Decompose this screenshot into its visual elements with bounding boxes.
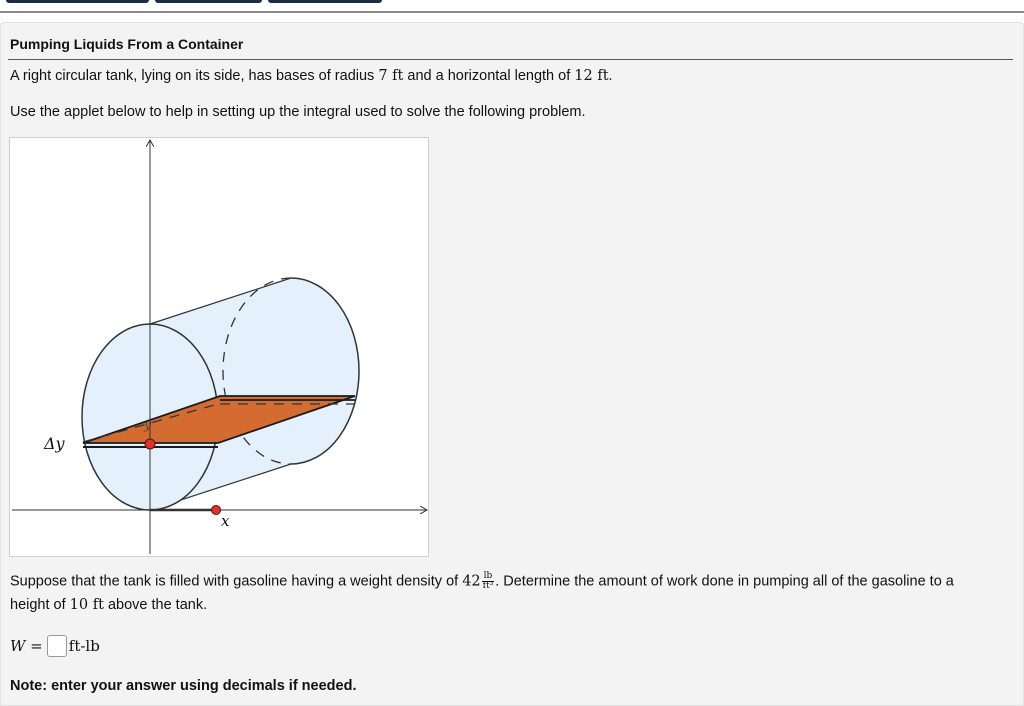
density-unit [482, 572, 495, 591]
length-value: 12 ft [574, 68, 609, 84]
y-slider-point[interactable] [145, 439, 155, 449]
answer-lhs: W = [10, 637, 43, 655]
question-line-2 [10, 597, 207, 613]
dy-label: Δy [44, 434, 65, 453]
x-label: x [221, 512, 230, 530]
top-divider [0, 11, 1024, 13]
tank-applet[interactable] [9, 137, 429, 557]
density-unit-den: ft³ [482, 581, 494, 591]
tank-diagram[interactable] [10, 138, 428, 556]
y-label: y [144, 418, 152, 433]
tab-3[interactable] [268, 0, 382, 3]
radius-value: 7 ft [378, 68, 404, 84]
question-text-3: height of [10, 597, 70, 613]
height-value: 10 ft [69, 597, 104, 613]
question-text-4: above the tank. [103, 597, 208, 613]
statement-text-2: and a horizontal length of [403, 68, 575, 84]
x-slider-point[interactable] [212, 506, 221, 515]
answer-note: Note: enter your answer using decimals if needed. [10, 678, 357, 694]
title-divider [8, 59, 1013, 60]
statement-text-3: . [608, 68, 613, 84]
question-line-1 [10, 572, 954, 591]
page-title: Pumping Liquids From a Container [10, 36, 244, 52]
answer-row [10, 633, 100, 659]
work-answer-input[interactable] [47, 635, 67, 657]
question-text-1: Suppose that the tank is filled with gasoline having a weight density of [10, 573, 463, 590]
statement-text-1: A right circular tank, lying on its side, has bases of radius [10, 68, 379, 84]
problem-statement [10, 68, 613, 84]
density-unit-num: lb [483, 571, 493, 581]
tab-1[interactable] [6, 0, 149, 3]
question-text-2: . Determine the amount of work done in pumping all of the gasoline to a [495, 573, 954, 590]
applet-instructions: Use the applet below to help in setting up the integral used to solve the following problem. [10, 104, 586, 120]
answer-unit: ft-lb [68, 637, 100, 655]
density-value: 42 [462, 573, 481, 590]
tab-2[interactable] [155, 0, 262, 3]
